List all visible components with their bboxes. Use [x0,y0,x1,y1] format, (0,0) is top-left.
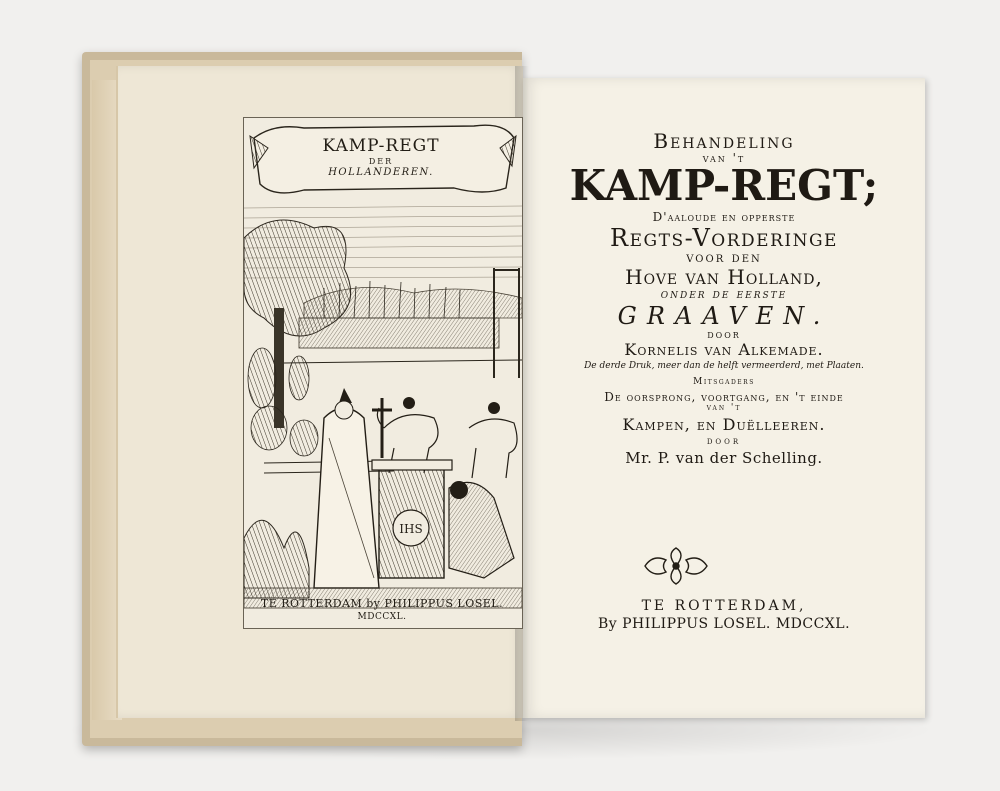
title-page-text [523,130,925,467]
title-main: KAMP-REGT; [569,161,879,211]
banner-subject: HOLLANDEREN. [328,167,434,178]
title-line-16: Kampen, en Duëlleeren. [622,414,826,434]
banner-title: KAMP-REGT [322,136,440,156]
banner-der: DER [368,157,394,166]
fleuron-icon [641,544,711,588]
title-line-13: Mitsgaders [693,376,755,387]
frontispiece-imprint [243,597,521,622]
second-author: Mr. P. van der Schelling. [625,449,823,468]
title-line-7: Hove van Holland, [625,265,823,290]
imprint-city: TE ROTTERDAM, [641,598,807,614]
svg-text:IHS: IHS [399,522,423,536]
title-line-15: van 't [706,402,742,413]
title-line-2: van 't [702,151,746,165]
title-line-8: onder de eerste [660,287,788,303]
title-line-9: GRAAVEN. [617,301,831,330]
title-line-5: Regts-Vorderinge [610,223,838,252]
title-line-4: D'aaloude en opperste [652,210,796,225]
engraving-illustration [244,118,522,628]
title-line-6: voor den [686,249,762,266]
frontispiece-imprint-text: TE ROTTERDAM by PHILIPPUS LOSEL. [260,597,504,610]
frontispiece-date: MDCCXL. [357,612,407,622]
title-line-10: door [707,328,741,342]
frontispiece-engraving [243,117,523,629]
edition-note: De derde Druk, meer dan de helft vermeerderd, met Plaaten. [584,360,864,371]
title-line-1: Behandeling [653,129,795,153]
frontispiece-banner [270,128,492,190]
title-page-imprint [523,598,925,632]
author-name: Kornelis van Alkemade. [624,340,824,360]
title-line-14: De oorsprong, voortgang, en 't einde [604,389,844,404]
imprint-printer: By PHILIPPUS LOSEL. MDCCXL. [597,616,851,632]
title-line-17: door [706,436,742,448]
